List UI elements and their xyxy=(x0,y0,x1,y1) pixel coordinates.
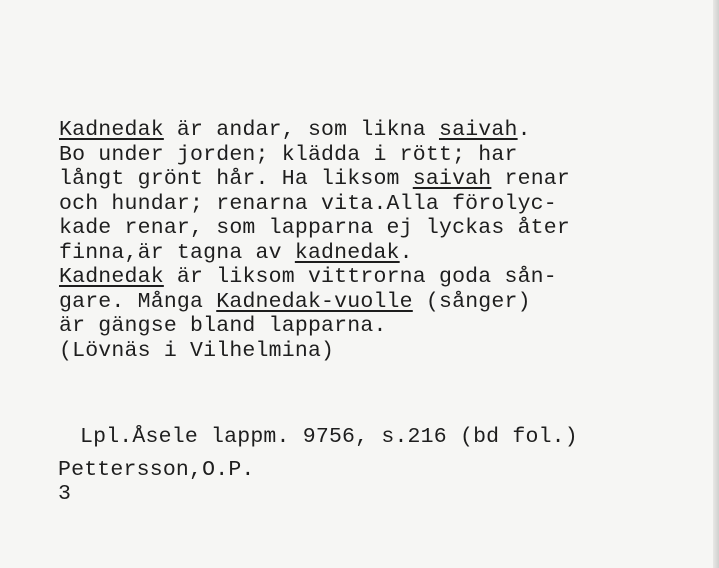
text-segment: . xyxy=(517,118,531,142)
text-segment: (Lövnäs i Vilhelmina) xyxy=(59,338,335,363)
text-line xyxy=(59,265,570,290)
text-segment: . xyxy=(399,240,413,265)
archive-reference: Lpl.Åsele lappm. 9756, s.216 (bd fol.) xyxy=(80,425,578,449)
text-segment: kade renar, som lapparna ej lyckas åter xyxy=(59,216,570,240)
text-segment: renar xyxy=(491,167,571,191)
text-segment: är liksom vittrorna goda sån- xyxy=(163,265,557,289)
underlined-term: Kadnedak xyxy=(59,118,164,142)
text-line xyxy=(59,216,570,241)
text-line xyxy=(59,339,570,364)
text-line xyxy=(59,290,570,315)
text-segment: Bo under jorden; klädda i rött; har xyxy=(59,142,518,167)
text-segment: (sånger) xyxy=(412,289,531,314)
text-segment: och hundar; renarna vita.Alla förolyc- xyxy=(59,191,557,216)
underlined-term: Kadnedak-vuolle xyxy=(216,289,413,314)
text-line xyxy=(59,118,570,143)
text-line xyxy=(59,314,570,339)
text-segment: är gängse bland lapparna. xyxy=(59,314,387,338)
text-line xyxy=(59,192,570,217)
card-body-text xyxy=(59,118,570,363)
underlined-term: Kadnedak xyxy=(59,265,164,289)
text-segment: är andar, som likna xyxy=(163,118,439,142)
text-segment: långt grönt hår. Ha liksom xyxy=(59,167,413,191)
text-line xyxy=(59,241,570,266)
underlined-term: saivah xyxy=(412,167,492,191)
text-line xyxy=(59,143,570,168)
card-number: 3 xyxy=(58,482,72,506)
text-line xyxy=(59,167,570,192)
underlined-term: saivah xyxy=(438,118,518,142)
text-segment: gare. Många xyxy=(59,289,217,314)
underlined-term: kadnedak xyxy=(294,240,400,265)
card-edge xyxy=(713,0,719,568)
text-segment: finna,är tagna av xyxy=(59,240,295,265)
author-name: Pettersson,O.P. xyxy=(58,458,255,482)
